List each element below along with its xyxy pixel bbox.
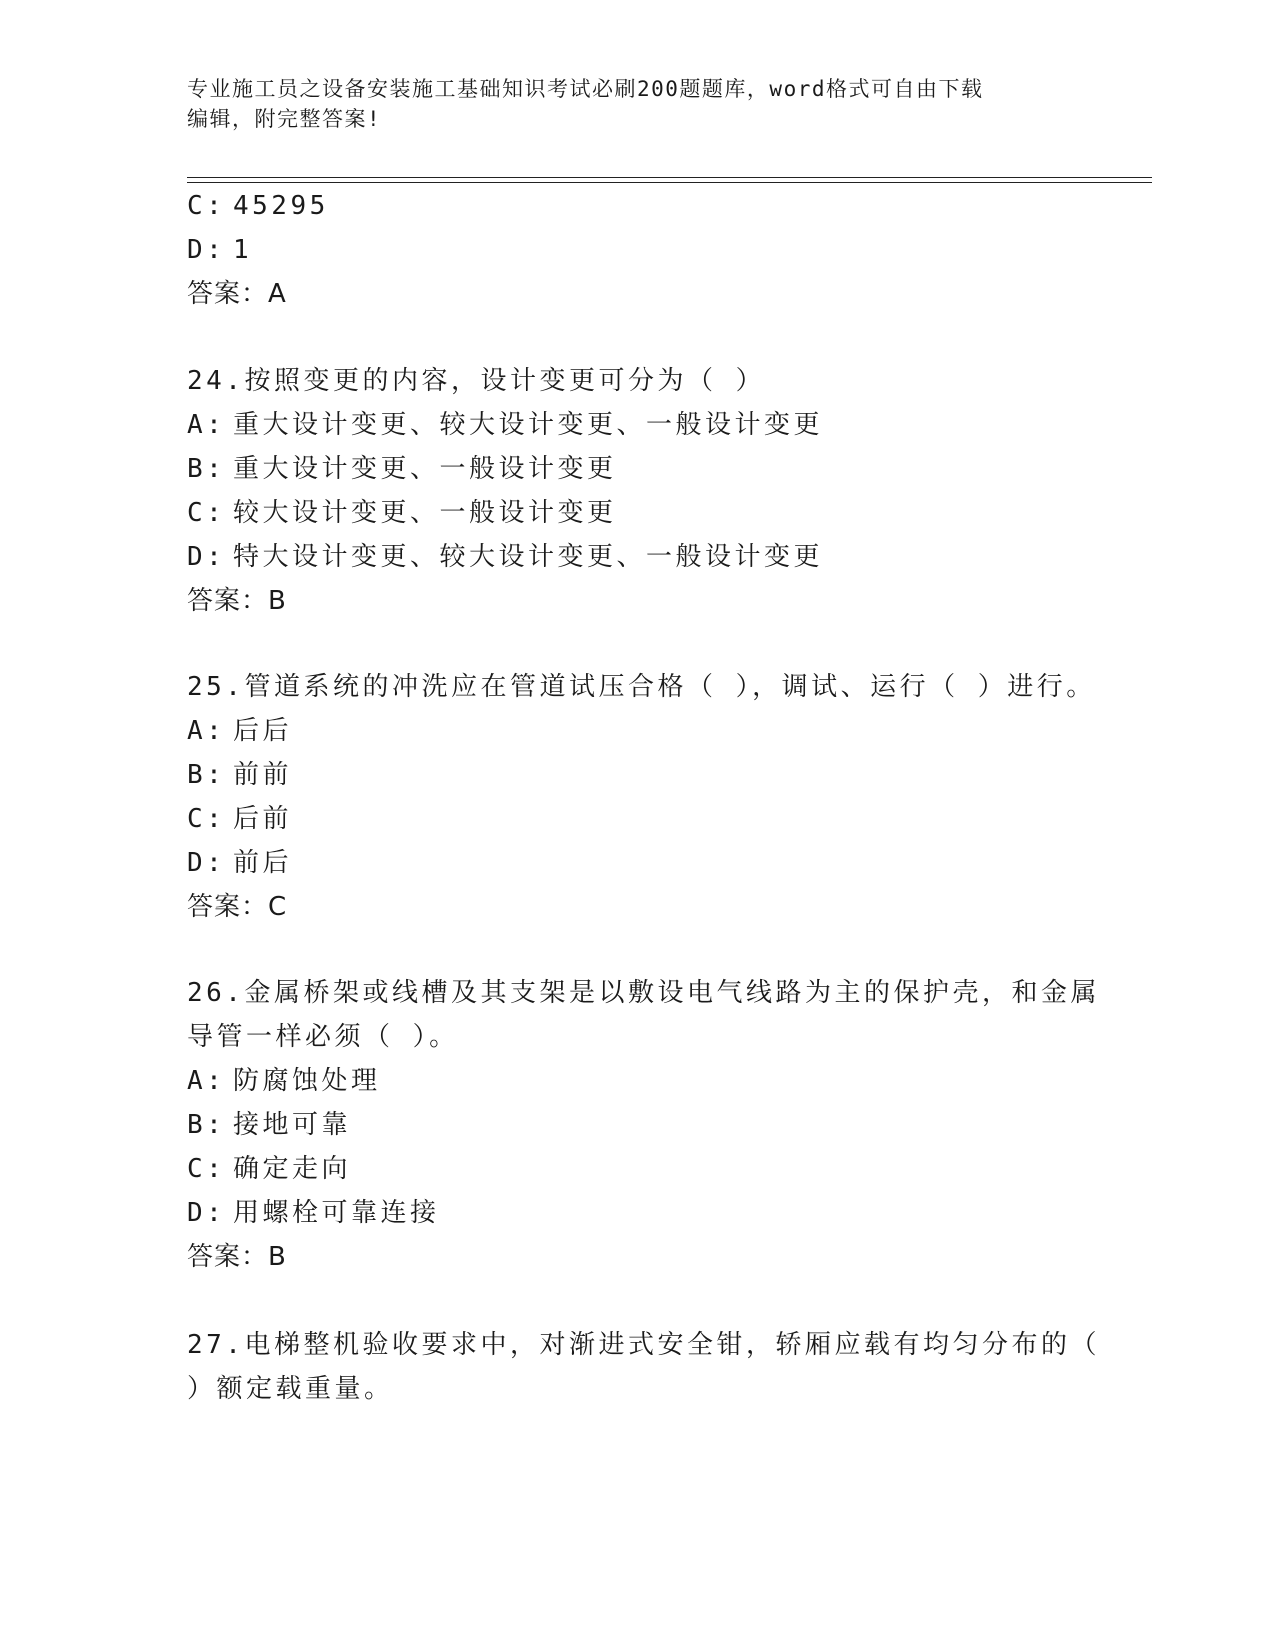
option-text: 后前	[233, 804, 293, 834]
header-divider-top	[187, 177, 1152, 178]
option-tag: C:	[187, 1154, 226, 1184]
option-c	[187, 796, 292, 842]
option-text: 前前	[233, 760, 293, 790]
option-c	[187, 1146, 351, 1192]
option-text: 后后	[233, 716, 293, 746]
question-stem-continued: ）额定载重量。	[187, 1374, 394, 1404]
option-text: 特大设计变更、较大设计变更、一般设计变更	[233, 542, 824, 572]
question-stem-continued: 导管一样必须（ ）。	[187, 1022, 459, 1052]
option-a	[187, 708, 292, 754]
option-tag: B:	[187, 1110, 226, 1140]
option-tag: C:	[187, 498, 226, 528]
question-stem: 24.按照变更的内容，设计变更可分为（ ）	[187, 366, 766, 396]
option-tag: D:	[187, 848, 226, 878]
option-tag: B:	[187, 760, 226, 790]
option-c	[187, 490, 617, 536]
option-a	[187, 1058, 381, 1104]
answer-line: 答案：B	[187, 586, 287, 616]
option-tag: C:	[187, 191, 226, 221]
answer-line: 答案：A	[187, 279, 287, 309]
option-d	[187, 227, 252, 273]
option-tag: A:	[187, 410, 226, 440]
option-b	[187, 446, 617, 492]
option-c	[187, 183, 329, 229]
option-d	[187, 1190, 440, 1236]
option-text: 45295	[233, 191, 329, 221]
option-text: 确定走向	[233, 1154, 352, 1184]
option-tag: C:	[187, 804, 226, 834]
header-title-line2: 编辑，附完整答案!	[187, 107, 382, 131]
option-text: 较大设计变更、一般设计变更	[233, 498, 617, 528]
option-text: 防腐蚀处理	[233, 1066, 381, 1096]
option-tag: A:	[187, 1066, 226, 1096]
option-tag: D:	[187, 235, 226, 265]
question-stem: 26.金属桥架或线槽及其支架是以敷设电气线路为主的保护壳，和金属	[187, 978, 1100, 1008]
option-d	[187, 534, 823, 580]
answer-line: 答案：B	[187, 1242, 287, 1272]
option-tag: B:	[187, 454, 226, 484]
option-text: 重大设计变更、一般设计变更	[233, 454, 617, 484]
page-header	[187, 74, 1067, 134]
answer-line: 答案：C	[187, 892, 288, 922]
option-text: 用螺栓可靠连接	[233, 1198, 440, 1228]
option-b	[187, 752, 292, 798]
option-tag: A:	[187, 716, 226, 746]
header-title-line1: 专业施工员之设备安装施工基础知识考试必刷200题题库，word格式可自由下载	[187, 77, 984, 101]
question-stem: 27.电梯整机验收要求中，对渐进式安全钳，轿厢应载有均匀分布的（	[187, 1330, 1100, 1360]
option-d	[187, 840, 292, 886]
option-b	[187, 1102, 351, 1148]
question-stem: 25.管道系统的冲洗应在管道试压合格（ ），调试、运行（ ）进行。	[187, 672, 1096, 702]
option-text: 重大设计变更、较大设计变更、一般设计变更	[233, 410, 824, 440]
option-a	[187, 402, 823, 448]
option-text: 接地可靠	[233, 1110, 352, 1140]
option-tag: D:	[187, 1198, 226, 1228]
option-tag: D:	[187, 542, 226, 572]
header-divider-bottom	[187, 182, 1152, 183]
option-text: 1	[233, 235, 253, 265]
option-text: 前后	[233, 848, 293, 878]
